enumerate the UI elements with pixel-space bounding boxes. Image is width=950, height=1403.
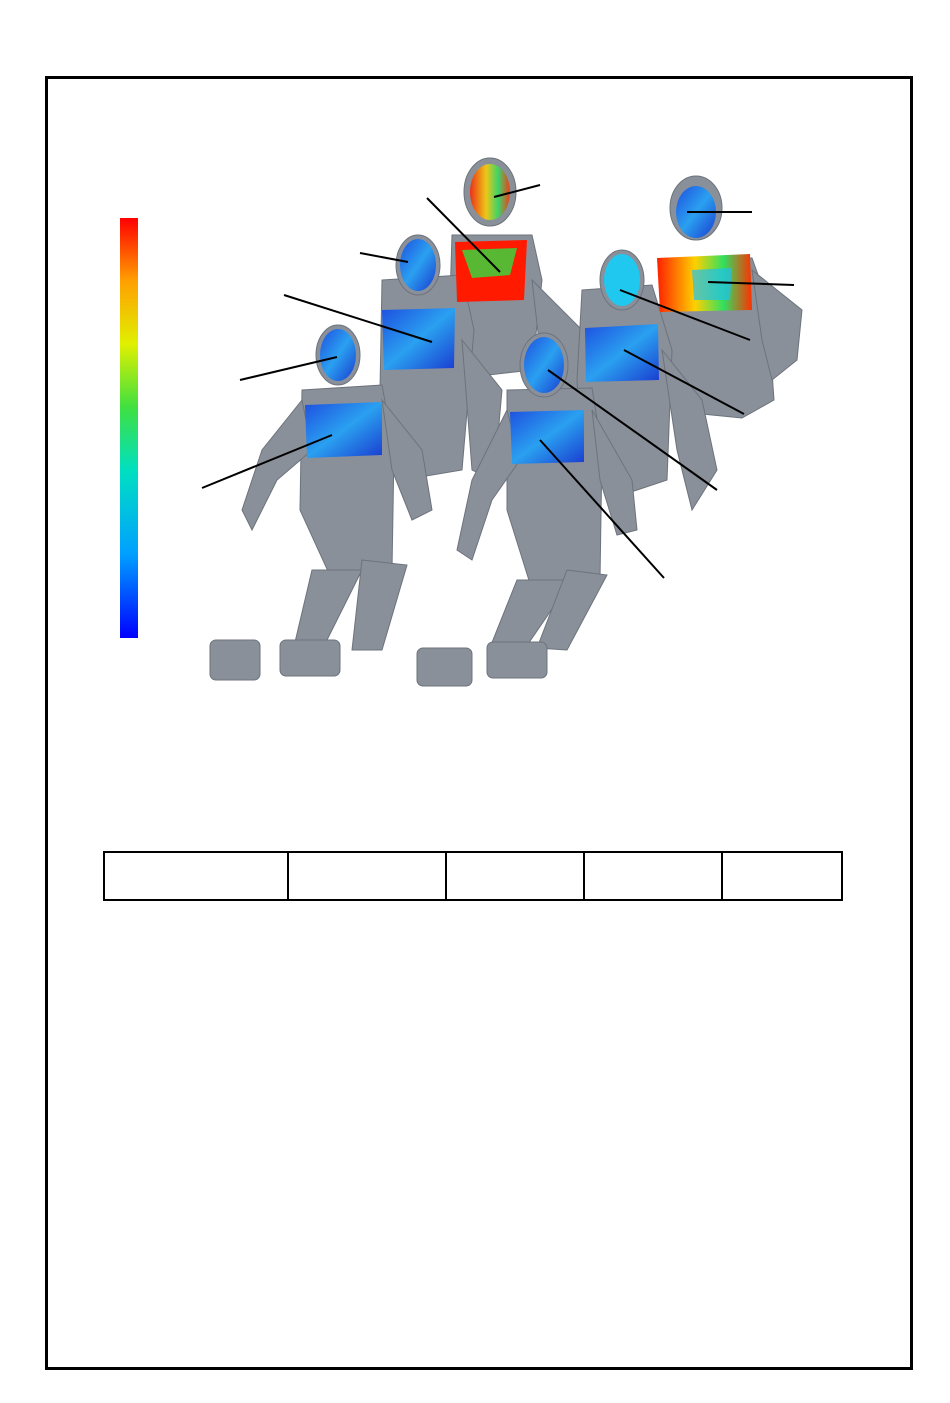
mannequins [210, 158, 802, 686]
column-header [584, 852, 723, 900]
table-header-row [104, 852, 842, 900]
column-header [446, 852, 584, 900]
column-header [722, 852, 842, 900]
flow-rate-table [103, 851, 843, 901]
colorbar [120, 218, 138, 638]
column-header [288, 852, 446, 900]
column-header [104, 852, 288, 900]
velocity-contour-figure [62, 150, 882, 690]
